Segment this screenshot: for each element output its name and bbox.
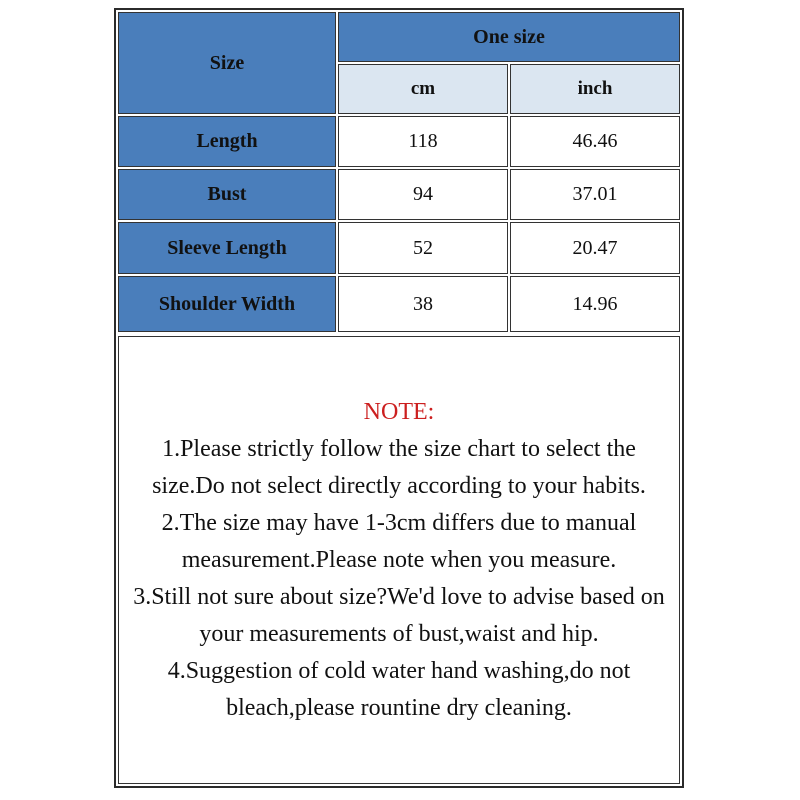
row-label-cell [118,222,336,274]
cm-value: 52 [413,236,433,259]
inch-value: 14.96 [572,292,618,315]
note-item: 1.Please strictly follow the size chart to select the size.Do not select directly according to your habits. [152,435,646,499]
cm-value: 94 [413,183,433,205]
row-label-cell [118,116,336,167]
inch-unit-header-cell [510,64,680,114]
one-size-header-cell [338,12,680,62]
inch-unit-label: inch [577,78,613,99]
row-inch-cell [510,222,680,274]
row-label: Length [196,130,258,152]
row-label: Sleeve Length [167,236,287,259]
inch-value: 46.46 [572,130,618,152]
row-inch-cell [510,116,680,167]
row-label: Shoulder Width [158,292,296,315]
one-size-header-label: One size [473,25,545,48]
note-item: 4.Suggestion of cold water hand washing,do not bleach,please rountine dry cleaning. [167,657,631,721]
row-inch-cell [510,169,680,220]
cm-value: 118 [408,130,438,152]
size-header-label: Size [209,51,245,74]
row-cm-cell [338,276,508,332]
cm-unit-label: cm [410,78,436,99]
note-panel [118,336,680,784]
cm-value: 38 [413,292,433,315]
row-label: Bust [207,183,247,205]
row-cm-cell [338,222,508,274]
row-label-cell [118,169,336,220]
inch-value: 20.47 [572,236,618,259]
note-item: 2.The size may have 1-3cm differs due to manual measurement.Please note when you measure. [161,509,637,573]
cm-unit-header-cell [338,64,508,114]
note-title: NOTE: [363,398,435,425]
inch-value: 37.01 [572,183,618,205]
row-cm-cell [338,169,508,220]
row-label-cell [118,276,336,332]
note-item: 3.Still not sure about size?We'd love to advise based on your measurements of bust,waist and hip. [133,583,665,647]
row-cm-cell [338,116,508,167]
row-inch-cell [510,276,680,332]
size-header-cell [118,12,336,114]
